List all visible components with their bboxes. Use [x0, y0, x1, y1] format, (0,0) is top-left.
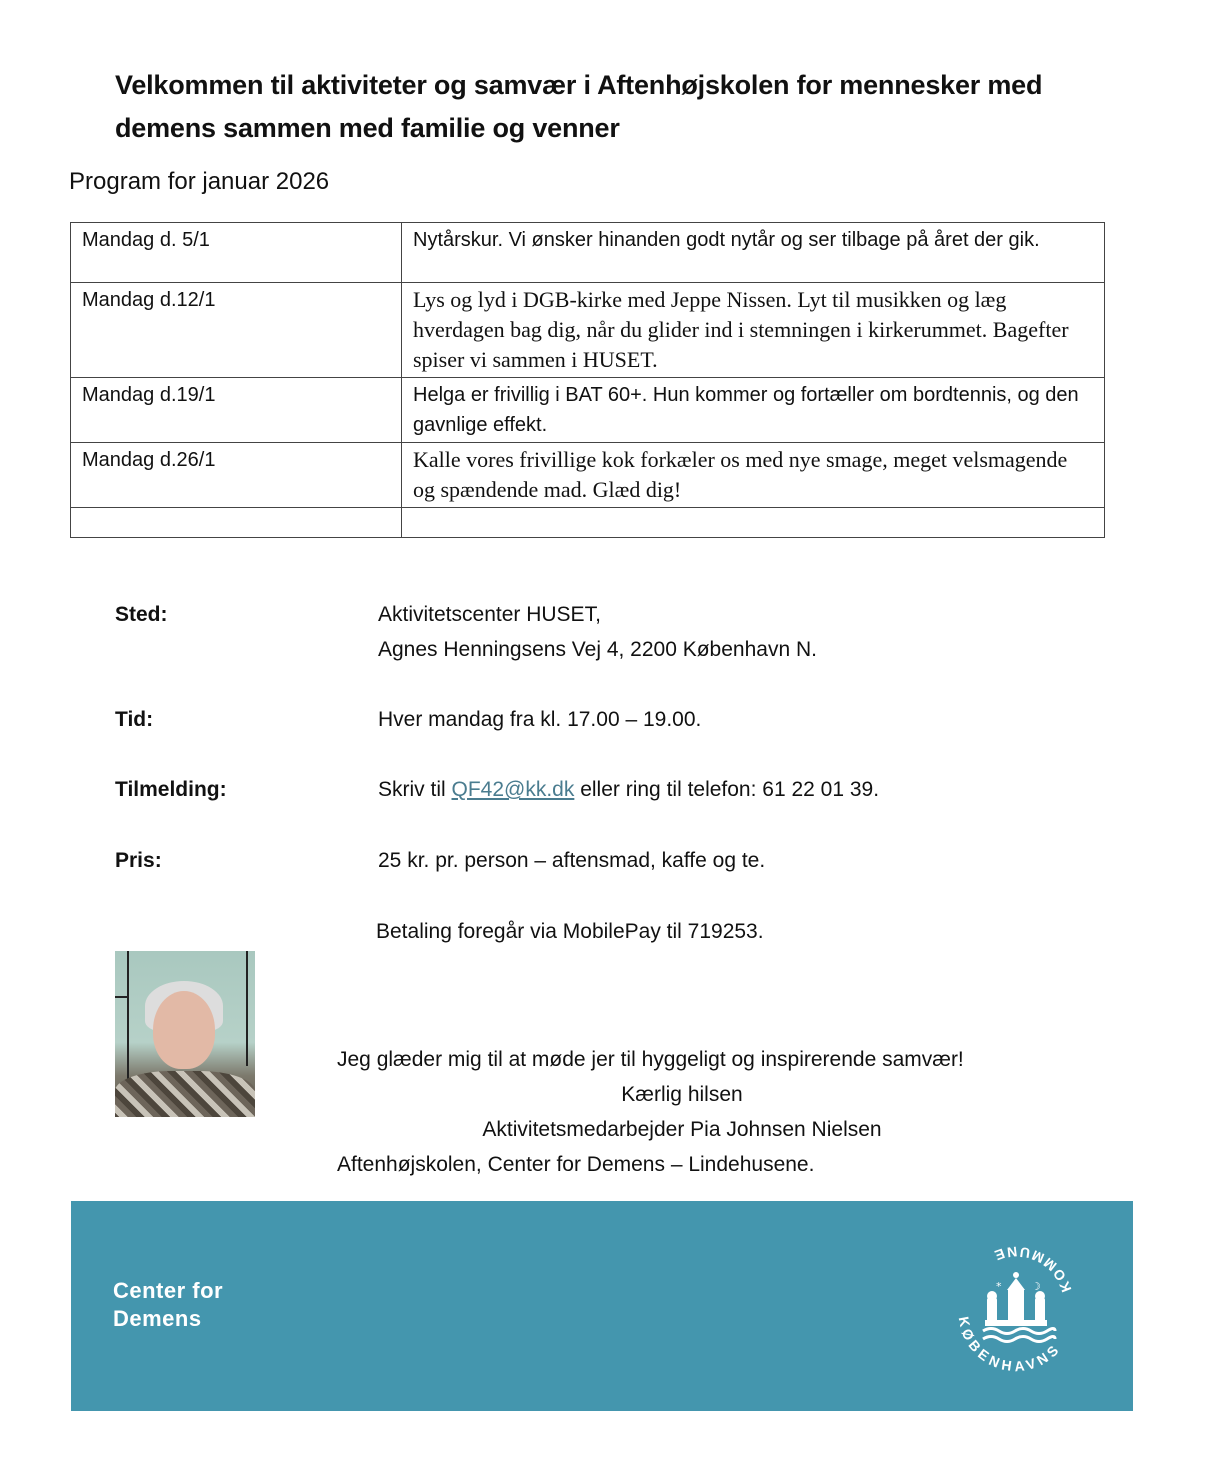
photo-shirt: [115, 1071, 255, 1117]
price-value: 25 kr. pr. person – aftensmad, kaffe og te.: [378, 849, 766, 872]
date-cell: Mandag d.26/1: [71, 443, 402, 508]
info-signup: [115, 773, 1015, 807]
footer-banner: [71, 1201, 1133, 1411]
time-value: Hver mandag fra kl. 17.00 – 19.00.: [378, 708, 702, 731]
page-title: Velkommen til aktiviteter og samvær i Aftenhøjskolen for mennesker med demens sammen med familie og venner: [115, 70, 1043, 143]
program-subtitle: Program for januar 2026: [69, 168, 330, 195]
closing-line: Aktivitetsmedarbejder Pia Johnsen Nielsen: [482, 1118, 882, 1141]
closing-line: Aftenhøjskolen, Center for Demens – Lindehusene.: [337, 1153, 815, 1176]
brand-name: [113, 1277, 223, 1333]
description-cell: Lys og lyd i DGB-kirke med Jeppe Nissen. Lyt til musikken og læg hverdagen bag dig, når du glider ind i stemningen i kirkerummet. Bagefter spiser vi sammen i HUSET.: [402, 283, 1105, 378]
signup-label: Tilmelding:: [115, 778, 227, 801]
place-line2: Agnes Henningsens Vej 4, 2200 København N.: [378, 638, 817, 661]
description-cell: Nytårskur. Vi ønsker hinanden godt nytår og ser tilbage på året der gik.: [402, 223, 1105, 283]
place-label: Sted:: [115, 603, 168, 626]
signup-prefix: Skriv til: [378, 778, 452, 801]
email-link[interactable]: QF42@kk.dk: [451, 778, 575, 801]
place-line1: Aktivitetscenter HUSET,: [378, 603, 601, 626]
svg-text:☽: ☽: [1031, 1280, 1041, 1293]
description-cell: Helga er frivillig i BAT 60+. Hun kommer og fortæller om bordtennis, og den gavnlige effekt.: [402, 378, 1105, 443]
info-place: [115, 598, 1015, 668]
table-row: [71, 223, 1105, 283]
signup-suffix: eller ring til telefon: 61 22 01 39.: [574, 778, 880, 801]
table-row: [71, 283, 1105, 378]
price-label: Pris:: [115, 849, 162, 872]
table-row: [71, 378, 1105, 443]
description-cell: [402, 508, 1105, 538]
date-cell: Mandag d. 5/1: [71, 223, 402, 283]
photo-face: [153, 991, 215, 1069]
time-label: Tid:: [115, 708, 154, 731]
description-cell: Kalle vores frivillige kok forkæler os med nye smage, meget velsmagende og spændende mad. Glæd dig!: [402, 443, 1105, 508]
date-cell: Mandag d.19/1: [71, 378, 402, 443]
closing-line: Jeg glæder mig til at møde jer til hyggeligt og inspirerende samvær!: [337, 1048, 964, 1071]
photo-background-line: [115, 996, 129, 998]
signup-value: [378, 773, 879, 807]
photo-background-line: [127, 951, 129, 1081]
table-row-empty: [71, 508, 1105, 538]
program-table: [70, 222, 1105, 538]
closing-line: Kærlig hilsen: [621, 1083, 743, 1106]
kobenhavns-kommune-logo-icon: [941, 1234, 1091, 1384]
info-time: [115, 703, 1015, 737]
brand-line: Center for: [113, 1278, 224, 1303]
payment-value: Betaling foregår via MobilePay til 719253.: [376, 920, 764, 943]
brand-line: Demens: [113, 1306, 202, 1331]
date-cell: Mandag d.12/1: [71, 283, 402, 378]
info-price: [115, 844, 1015, 878]
table-row: [71, 443, 1105, 508]
staff-photo: [115, 951, 255, 1117]
closing-greeting: [337, 1042, 1027, 1182]
date-cell: [71, 508, 402, 538]
photo-background-line: [246, 951, 248, 1066]
svg-text:KØBENHAVNS: KØBENHAVNS: [955, 1315, 1065, 1375]
svg-text:KOMMUNE: KOMMUNE: [988, 1243, 1075, 1295]
svg-text:*: *: [996, 1280, 1002, 1293]
info-payment: [115, 915, 1015, 949]
